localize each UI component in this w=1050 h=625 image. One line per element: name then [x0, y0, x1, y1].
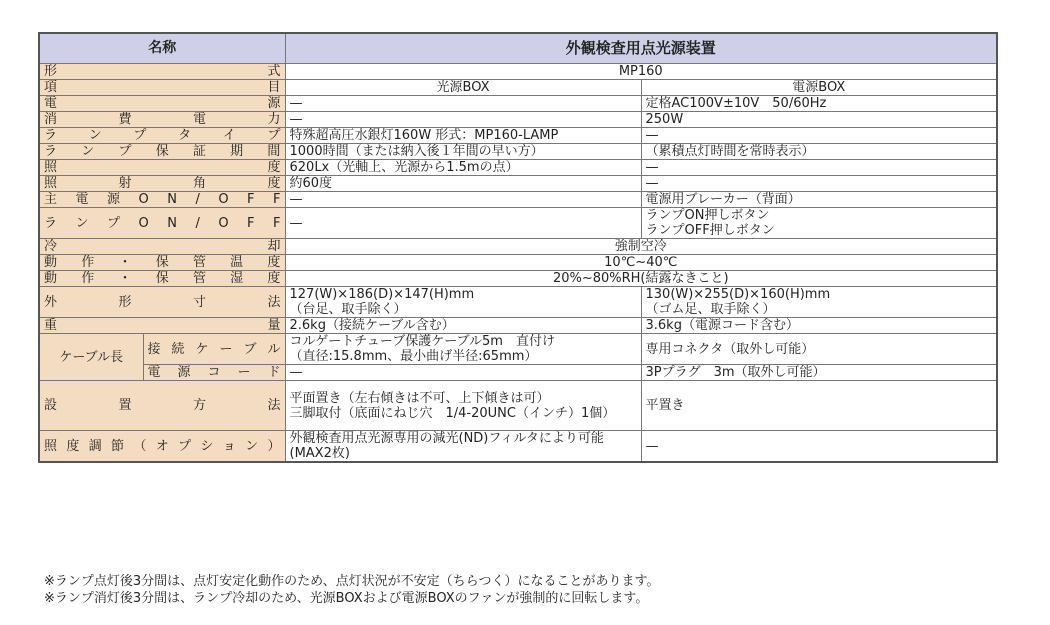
label-char: 照	[44, 176, 58, 191]
cell-value: 特殊超高圧水銀灯160W 形式：MP160-LAMP	[285, 128, 641, 144]
cell-value: 平置き	[641, 381, 997, 431]
spec-table	[38, 32, 998, 463]
op-temp-row	[39, 255, 997, 271]
op-humidity-row	[39, 271, 997, 287]
label-char: ョ	[222, 438, 236, 454]
label-char: 温	[230, 255, 244, 270]
label-char: 照	[44, 160, 58, 175]
product-title: 外観検査用点光源装置	[285, 33, 997, 64]
cell-line: 平面置き（左右傾きは不可、上下傾きは可）	[289, 390, 550, 406]
row-label	[39, 381, 285, 431]
row-label	[39, 144, 285, 160]
label-char: 方	[192, 398, 206, 413]
spaced-label	[44, 216, 281, 231]
label-char: 源	[267, 96, 281, 111]
label-char: ン	[75, 215, 89, 231]
label-char: 証	[192, 144, 206, 159]
model-value: MP160	[285, 64, 997, 80]
row-label	[39, 239, 285, 255]
label-char: 度	[267, 176, 281, 191]
installation-row	[39, 381, 997, 431]
label-char: O	[138, 215, 149, 231]
cooling-row	[39, 239, 997, 255]
label-char: 重	[44, 318, 58, 333]
label-char: プ	[267, 128, 281, 143]
spaced-label	[44, 439, 281, 454]
cell-line: （直径:15.8mm、最小曲げ半径:65mm）	[289, 349, 538, 364]
cell-value: —	[285, 208, 641, 239]
cell-value	[641, 287, 997, 318]
cable-length-label: ケーブル長	[39, 334, 143, 381]
row-label	[143, 334, 285, 365]
cell-value: —	[641, 128, 997, 144]
label-char: 度	[267, 160, 281, 175]
label-char: 費	[118, 112, 132, 127]
label-char: 度	[267, 271, 281, 286]
label-char: 電	[75, 192, 89, 207]
label-char: 式	[267, 64, 281, 79]
item-row	[39, 80, 997, 96]
label-char: F	[273, 215, 281, 231]
spaced-label	[44, 398, 281, 413]
row-label	[39, 128, 285, 144]
cell-value: —	[285, 192, 641, 208]
label-char: ケ	[195, 341, 209, 357]
dimensions-row	[39, 287, 997, 318]
label-char: 寸	[192, 294, 206, 310]
lamp-type-row	[39, 128, 997, 144]
label-char: 保	[155, 271, 169, 286]
spaced-label	[44, 160, 281, 175]
row-label	[39, 208, 285, 239]
label-char: 度	[267, 255, 281, 270]
cell-value: 電源用ブレーカー（背面）	[641, 192, 997, 208]
cell-value: 定格AC100V±10V 50/60Hz	[641, 96, 997, 112]
spaced-label	[44, 128, 281, 143]
label-char: 設	[44, 398, 58, 413]
label-char: 作	[81, 255, 95, 270]
row-label	[39, 64, 285, 80]
label-char: ラ	[44, 144, 58, 159]
label-char: （	[133, 438, 147, 454]
main-switch-row	[39, 192, 997, 208]
spaced-label	[44, 64, 281, 79]
label-char: ・	[118, 271, 132, 286]
label-char: 湿	[230, 271, 244, 286]
label-char: プ	[133, 128, 147, 143]
weight-row	[39, 318, 997, 334]
label-char: シ	[200, 438, 214, 454]
footnotes	[44, 573, 659, 607]
header-row	[39, 33, 997, 64]
dimming-row	[39, 431, 997, 463]
row-label	[39, 192, 285, 208]
spaced-label	[44, 318, 281, 333]
row-label	[39, 431, 285, 463]
cable-connect-row	[39, 334, 997, 365]
spaced-label	[148, 342, 281, 357]
label-char: 外	[44, 294, 58, 310]
cell-value: 3Pプラグ 3m（取外し可能）	[641, 365, 997, 381]
label-char: ン	[245, 438, 259, 454]
label-char: ・	[118, 255, 132, 270]
label-char: 形	[118, 294, 132, 310]
label-char: 電	[192, 112, 206, 127]
beam-angle-row	[39, 176, 997, 192]
label-char: プ	[118, 144, 132, 159]
cell-line: 130(W)×255(D)×160(H)mm	[645, 287, 831, 302]
cell-value: 強制空冷	[285, 239, 997, 255]
label-char: 期	[230, 144, 244, 159]
label-char: プ	[107, 215, 121, 231]
cell-value: —	[285, 112, 641, 128]
power-box-header: 電源BOX	[641, 80, 997, 96]
label-char: 間	[267, 144, 281, 159]
cell-value	[285, 334, 641, 365]
label-char: オ	[155, 438, 169, 454]
label-char: 置	[118, 398, 132, 413]
cable-cord-row	[39, 365, 997, 381]
label-char: /	[195, 215, 200, 231]
label-char: 法	[267, 294, 281, 310]
label-char: ）	[267, 438, 281, 454]
label-char: 保	[155, 255, 169, 270]
cell-value	[285, 287, 641, 318]
cell-value: 620Lx（光軸上、光源から1.5mの点）	[285, 160, 641, 176]
cell-value: 10℃~40℃	[285, 255, 997, 271]
cell-value: —	[285, 365, 641, 381]
label-char: タ	[178, 128, 192, 143]
label-char: イ	[222, 128, 236, 143]
label-char: N	[167, 192, 177, 207]
cell-line: 三脚取付（底面にねじ穴 1/4-20UNC（インチ）1個）	[289, 405, 616, 421]
illuminance-row	[39, 160, 997, 176]
label-char: 動	[44, 271, 58, 286]
label-char: F	[273, 192, 281, 207]
label-char: 冷	[44, 239, 58, 254]
label-char: ー	[219, 341, 233, 357]
label-char: 消	[44, 112, 58, 127]
cell-value: —	[285, 96, 641, 112]
label-char: O	[138, 192, 149, 207]
cell-line: コルゲートチューブ保護ケーブル5m 直付け	[289, 334, 555, 349]
label-char: ー	[237, 365, 251, 380]
cell-value: —	[641, 176, 997, 192]
cell-value: 250W	[641, 112, 997, 128]
label-char: 形	[44, 64, 58, 79]
label-char: 目	[267, 80, 281, 95]
label-char: 続	[171, 341, 185, 357]
lamp-warranty-row	[39, 144, 997, 160]
label-char: 角	[192, 176, 206, 191]
label-char: ン	[88, 128, 102, 143]
label-char: O	[218, 215, 229, 231]
cell-value	[641, 208, 997, 239]
spaced-label	[44, 295, 281, 310]
row-label	[39, 176, 285, 192]
cell-line: 127(W)×186(D)×147(H)mm	[289, 287, 475, 302]
label-char: 調	[88, 438, 102, 454]
label-char: 力	[267, 112, 281, 127]
footnote: ※ランプ消灯後3分間は、ランプ冷却のため、光源BOXおよび電源BOXのファンが強制的に回転します。	[44, 591, 649, 606]
cell-line: （台足、取手除く）	[289, 302, 407, 317]
row-label	[39, 160, 285, 176]
label-char: プ	[178, 438, 192, 454]
spaced-label	[148, 365, 281, 380]
label-char: ラ	[44, 215, 58, 231]
cell-value: 3.6kg（電源コード含む）	[641, 318, 997, 334]
row-label	[39, 80, 285, 96]
label-char: 電	[44, 96, 58, 111]
cell-value: —	[641, 431, 997, 463]
label-char: 動	[44, 255, 58, 270]
spaced-label	[44, 255, 281, 270]
spaced-label	[44, 271, 281, 286]
row-label	[39, 255, 285, 271]
label-char: 節	[111, 438, 125, 454]
spaced-label	[44, 112, 281, 127]
label-char: 保	[155, 144, 169, 159]
lamp-switch-row	[39, 208, 997, 239]
row-label	[39, 287, 285, 318]
label-char: 度	[66, 438, 80, 454]
cell-line: ランプOFF押しボタン	[645, 223, 775, 238]
label-char: 法	[267, 398, 281, 413]
label-char: ド	[267, 365, 281, 380]
cell-value	[285, 381, 641, 431]
label-char: 主	[44, 192, 58, 207]
label-char: F	[247, 192, 255, 207]
label-char: 電	[147, 365, 161, 380]
name-label: 名称	[39, 33, 285, 64]
cell-line: ランプON押しボタン	[645, 208, 770, 223]
label-char: コ	[207, 365, 221, 380]
cell-value: 外観検査用点光源専用の減光(ND)フィルタにより可能(MAX2枚)	[285, 431, 641, 463]
spaced-label	[44, 176, 281, 191]
label-char: 量	[267, 318, 281, 333]
spaced-label	[44, 96, 281, 111]
spaced-label	[44, 239, 281, 254]
label-char: /	[195, 192, 200, 207]
light-box-header: 光源BOX	[285, 80, 641, 96]
cell-value: —	[641, 160, 997, 176]
label-char: F	[247, 215, 255, 231]
cell-value: 2.6kg（接続ケーブル含む）	[285, 318, 641, 334]
cell-value: 20%~80%RH(結露なきこと)	[285, 271, 997, 287]
label-char: 接	[147, 341, 161, 357]
footnote: ※ランプ点灯後3分間は、点灯安定化動作のため、点灯状況が不安定（ちらつく）になることがあります。	[44, 574, 660, 589]
label-char: O	[218, 192, 229, 207]
label-char: 作	[81, 271, 95, 286]
cell-value: 約60度	[285, 176, 641, 192]
label-char: ブ	[243, 341, 257, 357]
spaced-label	[44, 192, 281, 207]
spaced-label	[44, 80, 281, 95]
cell-value: 1000時間（または納入後１年間の早い方）	[285, 144, 641, 160]
cell-value: 専用コネクタ（取外し可能）	[641, 334, 997, 365]
label-char: 項	[44, 80, 58, 95]
label-char: 却	[267, 239, 281, 254]
row-label	[39, 112, 285, 128]
label-char: ラ	[44, 128, 58, 143]
label-char: 管	[192, 271, 206, 286]
label-char: 管	[192, 255, 206, 270]
consumption-row	[39, 112, 997, 128]
label-char: ル	[267, 341, 281, 357]
label-char: 照	[44, 438, 58, 454]
row-label	[39, 271, 285, 287]
cell-value: （累積点灯時間を常時表示）	[641, 144, 997, 160]
label-char: 源	[107, 192, 121, 207]
row-label	[39, 96, 285, 112]
label-char: 源	[177, 365, 191, 380]
label-char: N	[167, 215, 177, 231]
spaced-label	[44, 144, 281, 159]
row-label	[143, 365, 285, 381]
row-label	[39, 318, 285, 334]
cell-line: （ゴム足、取手除く）	[645, 302, 776, 317]
model-row	[39, 64, 997, 80]
label-char: ン	[81, 144, 95, 159]
power-row	[39, 96, 997, 112]
label-char: 射	[118, 176, 132, 191]
